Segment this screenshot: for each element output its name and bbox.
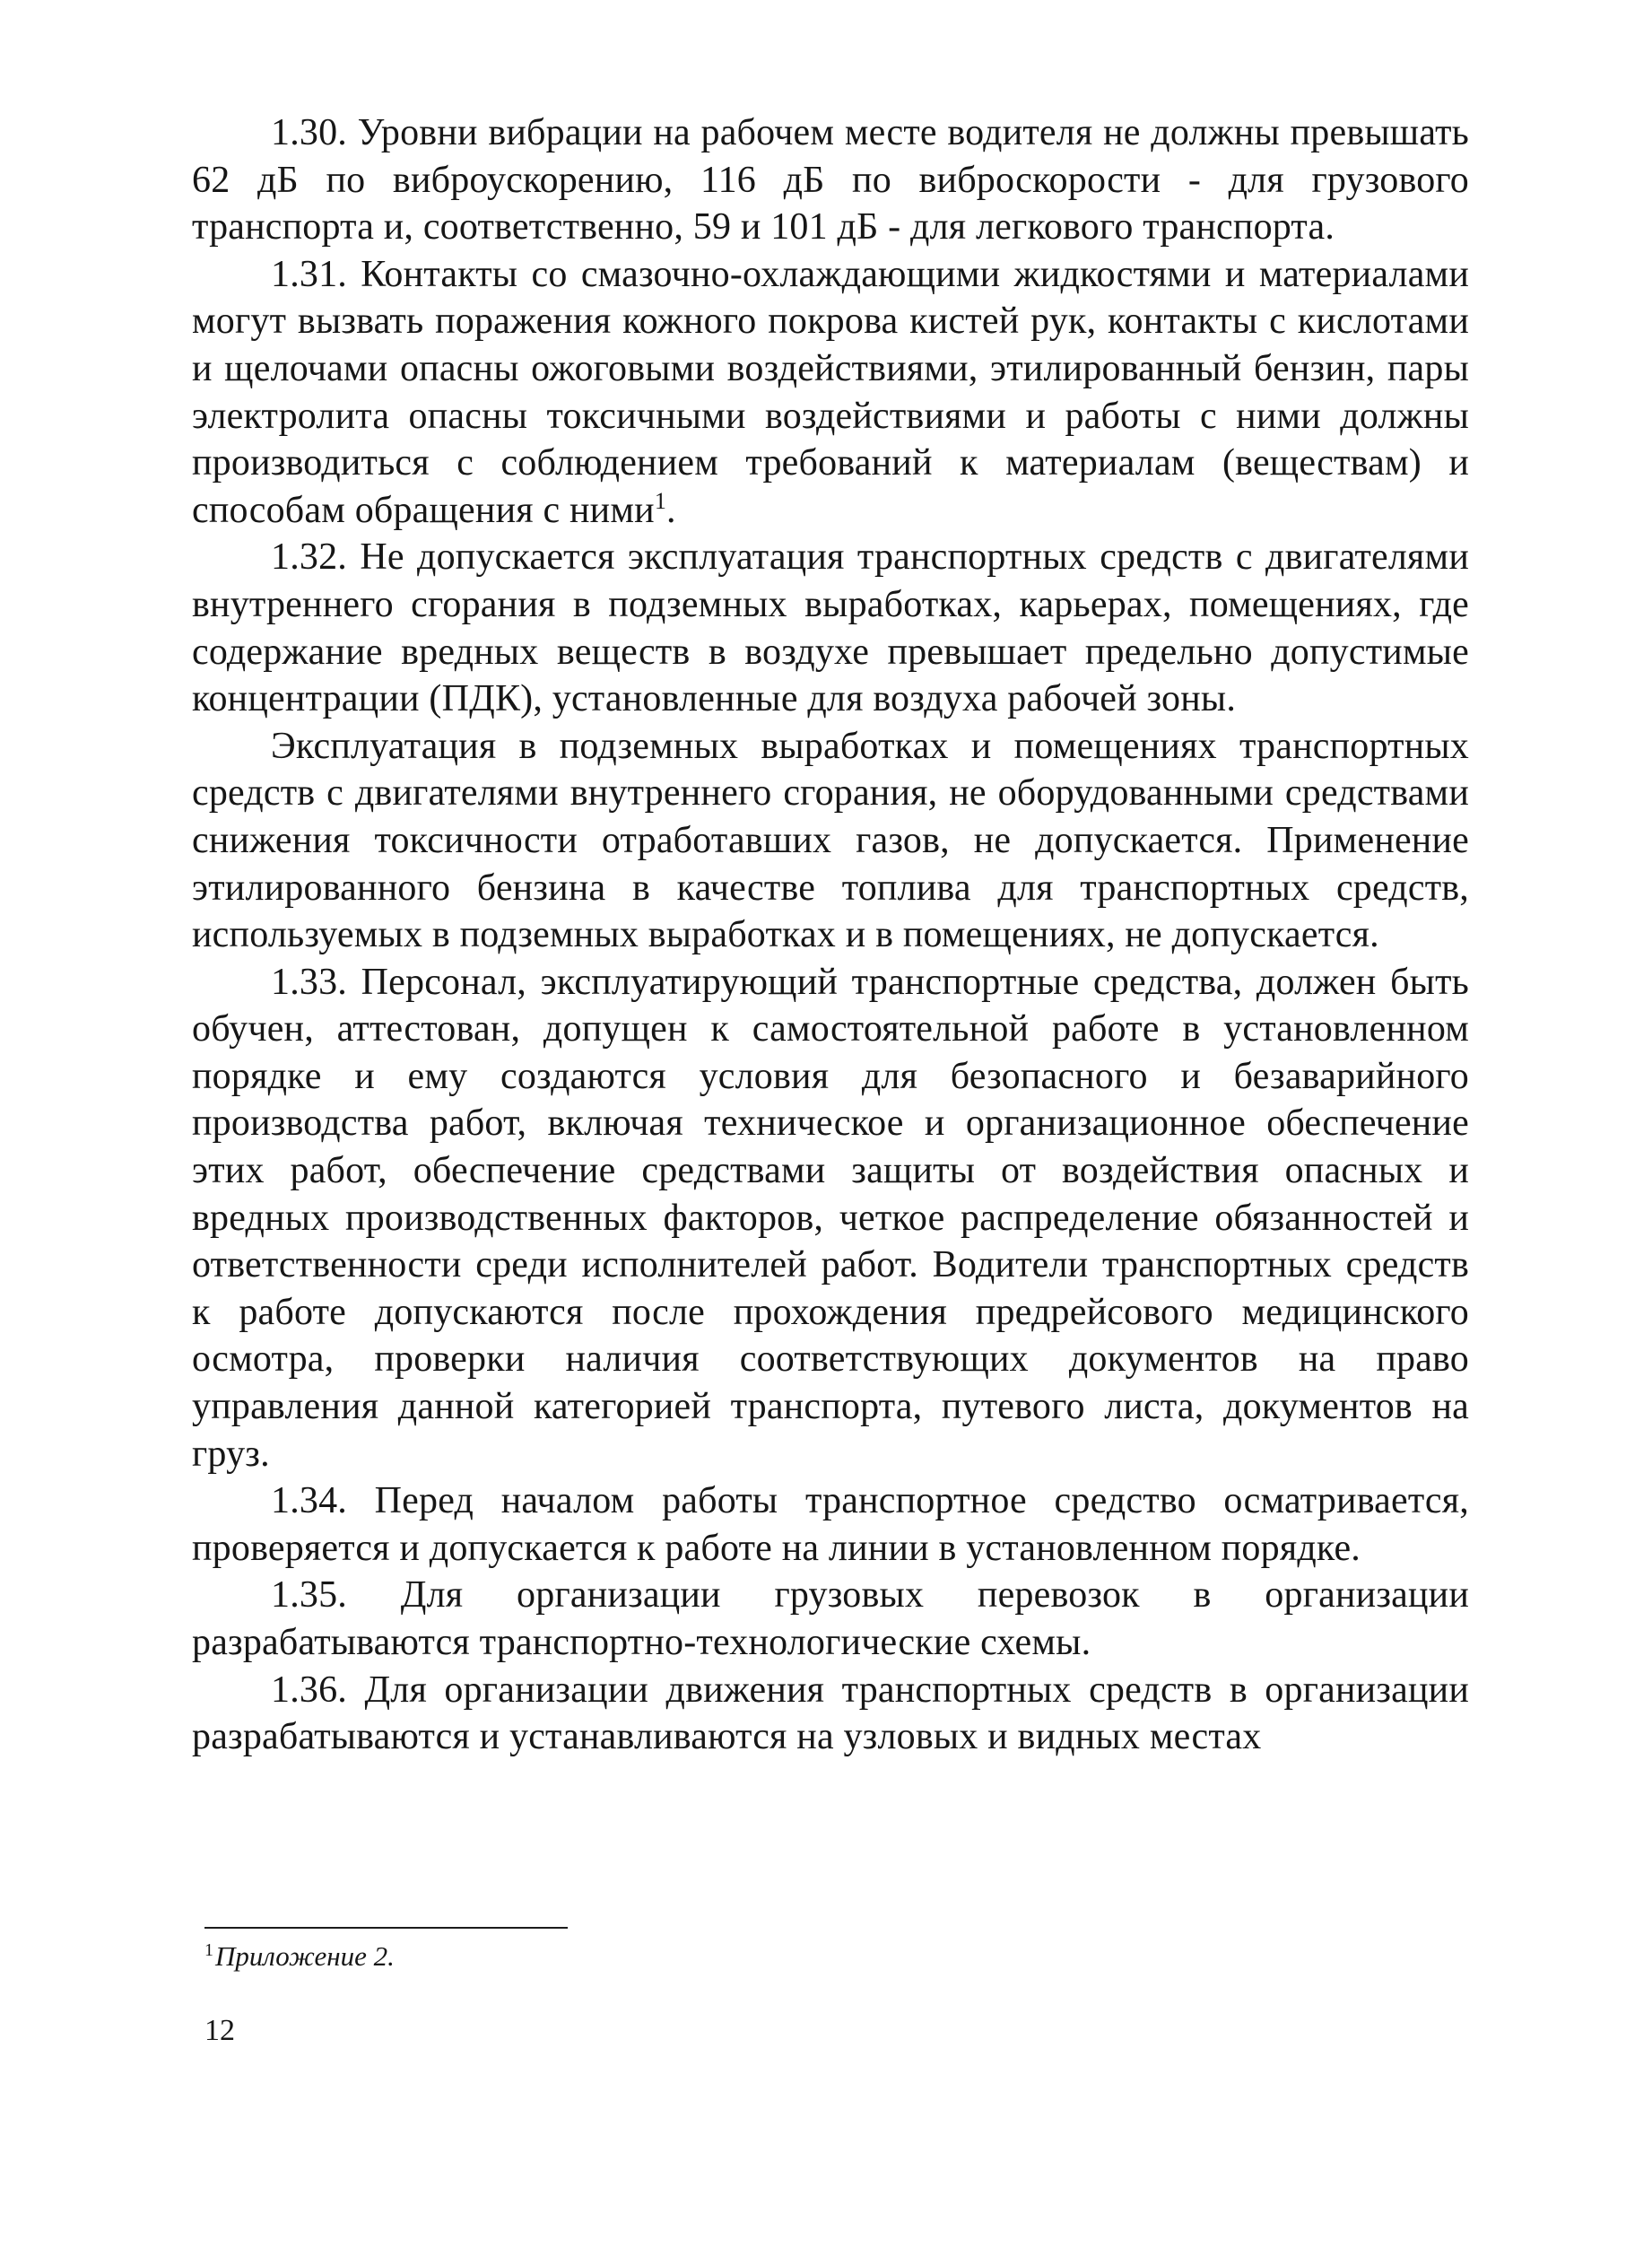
paragraph-1-31 bbox=[192, 251, 1469, 535]
paragraph-1-36 bbox=[192, 1667, 1469, 1761]
body-text bbox=[192, 109, 1469, 1761]
paragraph-text: 1.36. Для организации движения транспортных средств в организации разрабатываются и устанавливаются на узловых и видных местах bbox=[192, 1669, 1469, 1758]
footnote-text: Приложение 2. bbox=[215, 1940, 395, 1972]
paragraph-1-34 bbox=[192, 1477, 1469, 1572]
paragraph-1-30 bbox=[192, 109, 1469, 251]
paragraph-text-tail: . bbox=[666, 489, 676, 531]
paragraph-text: 1.33. Персонал, эксплуатирующий транспортные средства, должен быть обучен, аттестован, допущен к самостоятельной работе в установленном порядке и ему создаются условия для безопасного и безаварийного производства работ, включая техническое и организационное обеспечение этих работ, обеспечение средствами защиты от воздействия опасных и вредных производственных факторов, четкое распределение обязанностей и ответственности среди исполнителей работ. Водители транспортных средств к работе допускаются после прохождения предрейсового медицинского осмотра, проверки наличия соответствующих документов на право управления данной категорией транспорта, путевого листа, документов на груз. bbox=[192, 961, 1469, 1475]
paragraph-text: Эксплуатация в подземных выработках и помещениях транспортных средств с двигателями внутреннего сгорания, не оборудованными средствами снижения токсичности отработавших газов, не допускается. Применение этилированного бензина в качестве топлива для транспортных средств, используемых в подземных выработках и в помещениях, не допускается. bbox=[192, 725, 1469, 956]
footnote bbox=[204, 1939, 395, 1974]
paragraph-text: 1.34. Перед началом работы транспортное средство осматривается, проверяется и допускается к работе на линии в установленном порядке. bbox=[192, 1480, 1469, 1569]
paragraph-1-35 bbox=[192, 1572, 1469, 1666]
footnote-marker: 1 bbox=[204, 1939, 213, 1960]
paragraph-1-32 bbox=[192, 534, 1469, 722]
paragraph-text: 1.35. Для организации грузовых перевозок в организации разрабатываются транспортно-технологические схемы. bbox=[192, 1574, 1469, 1663]
page-number: 12 bbox=[204, 2014, 235, 2047]
paragraph-text: 1.32. Не допускается эксплуатация транспортных средств с двигателями внутреннего сгорания в подземных выработках, карьерах, помещениях, где содержание вредных веществ в воздухе превышает предельно допустимые концентрации (ПДК), установленные для воздуха рабочей зоны. bbox=[192, 536, 1469, 720]
footnote-ref: 1 bbox=[654, 487, 667, 514]
footnote-divider bbox=[204, 1927, 568, 1929]
paragraph-1-32-continued bbox=[192, 723, 1469, 959]
paragraph-text: 1.31. Контакты со смазочно-охлаждающими жидкостями и материалами могут вызвать поражения кожного покрова кистей рук, контакты с кислотами и щелочами опасны ожоговыми воздействиями, этилированный бензин, пары электролита опасны токсичными воздействиями и работы с ними должны производиться с соблюдением требований к материалам (веществам) и способам обращения с ними bbox=[192, 253, 1469, 531]
paragraph-1-33 bbox=[192, 959, 1469, 1478]
paragraph-text: 1.30. Уровни вибрации на рабочем месте водителя не должны превышать 62 дБ по виброускорению, 116 дБ по виброскорости - для грузового транспорта и, соответственно, 59 и 101 дБ - для легкового транспорта. bbox=[192, 112, 1469, 248]
